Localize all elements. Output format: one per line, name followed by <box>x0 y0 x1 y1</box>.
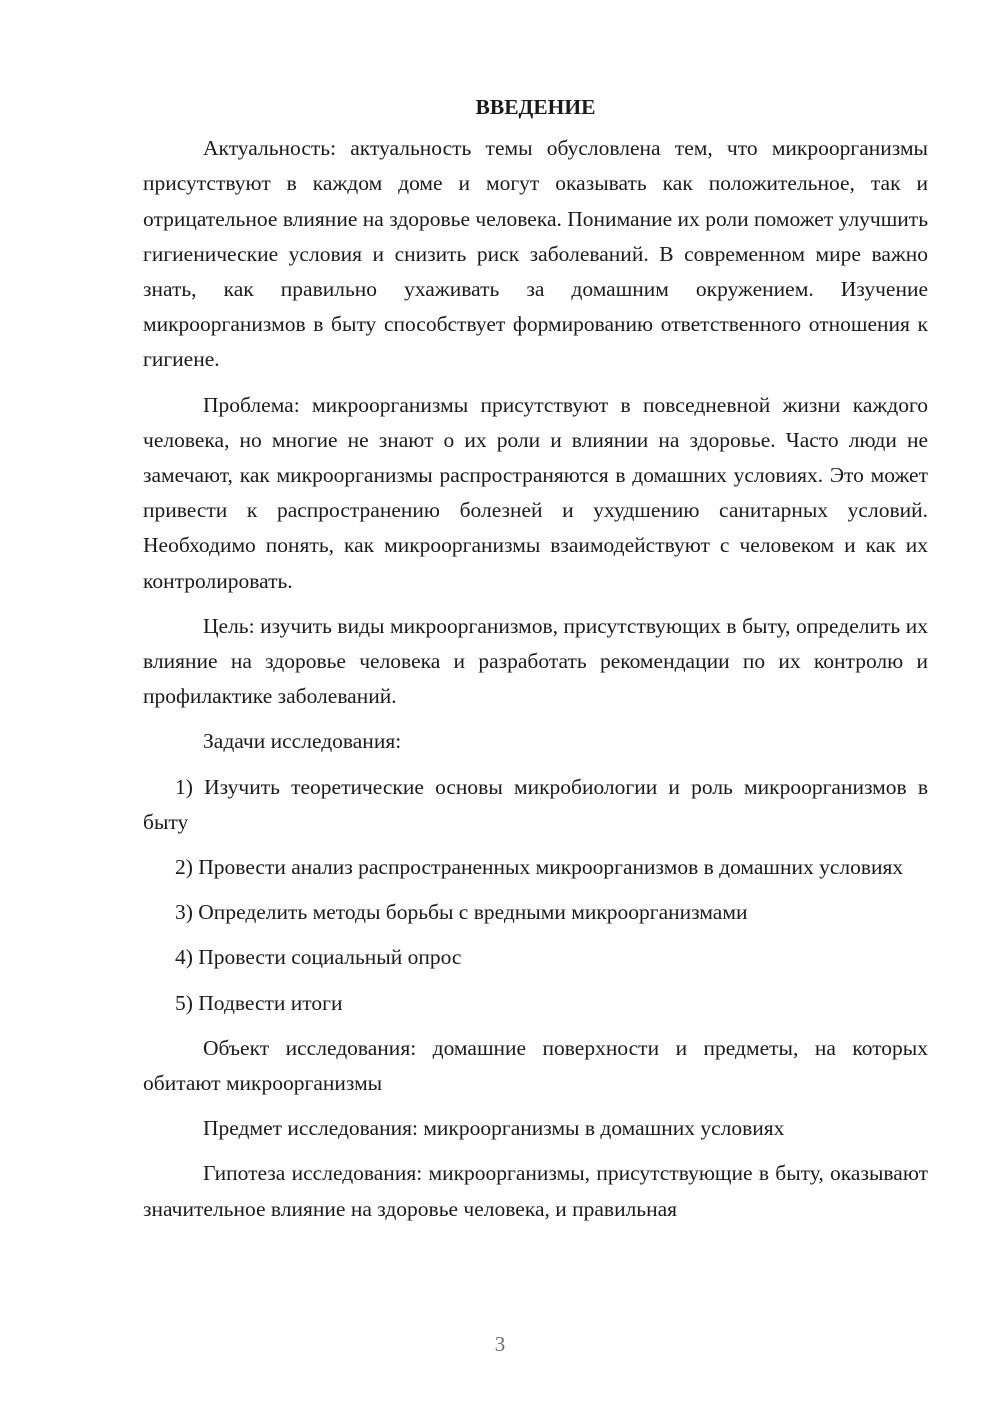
task-item-5: 5) Подвести итоги <box>175 990 343 1015</box>
paragraph-problem: Проблема: микроорганизмы присутствуют в повседневной жизни каждого человека, но многие не знают о их роли и влиянии на здоровье. Часто люди не замечают, как микроорганизмы распространяются в домашних условиях. Это может привести к распространению болезней и ухудшению санитарных условий. Необходимо понять, как микроорганизмы взаимодействуют с человеком и как их контролировать. <box>143 392 928 593</box>
paragraph-subject: Предмет исследования: микроорганизмы в домашних условиях <box>203 1116 785 1141</box>
tasks-heading: Задачи исследования: <box>203 729 402 754</box>
paragraph-object: Объект исследования: домашние поверхности и предметы, на которых обитают микроорганизмы <box>143 1035 928 1096</box>
task-item-1: 1) Изучить теоретические основы микробиологии и роль микроорганизмов в быту <box>143 774 928 834</box>
paragraph-relevance: Актуальность: актуальность темы обусловлена тем, что микроорганизмы присутствуют в каждом доме и могут оказывать как положительное, так и отрицательное влияние на здоровье человека. Понимание их роли поможет улучшить гигиенические условия и снизить риск заболеваний. В современном мире важно знать, как правильно ухаживать за домашним окружением. Изучение микроорганизмов в быту способствует формированию ответственного отношения к гигиене. <box>143 136 928 372</box>
section-title: ВВЕДЕНИЕ <box>475 95 596 119</box>
paragraph-goal: Цель: изучить виды микроорганизмов, присутствующих в быту, определить их влияние на здоровье человека и разработать рекомендации по их контролю и профилактике заболеваний. <box>143 613 928 709</box>
document-page <box>143 90 928 1237</box>
task-item-2: 2) Провести анализ распространенных микроорганизмов в домашних условиях <box>175 855 904 880</box>
paragraph-hypothesis: Гипотеза исследования: микроорганизмы, присутствующие в быту, оказывают значительное влияние на здоровье человека, и правильная <box>143 1161 928 1221</box>
page-number: 3 <box>494 1332 506 1356</box>
task-item-3: 3) Определить методы борьбы с вредными микроорганизмами <box>175 900 748 925</box>
task-item-4: 4) Провести социальный опрос <box>175 945 462 970</box>
